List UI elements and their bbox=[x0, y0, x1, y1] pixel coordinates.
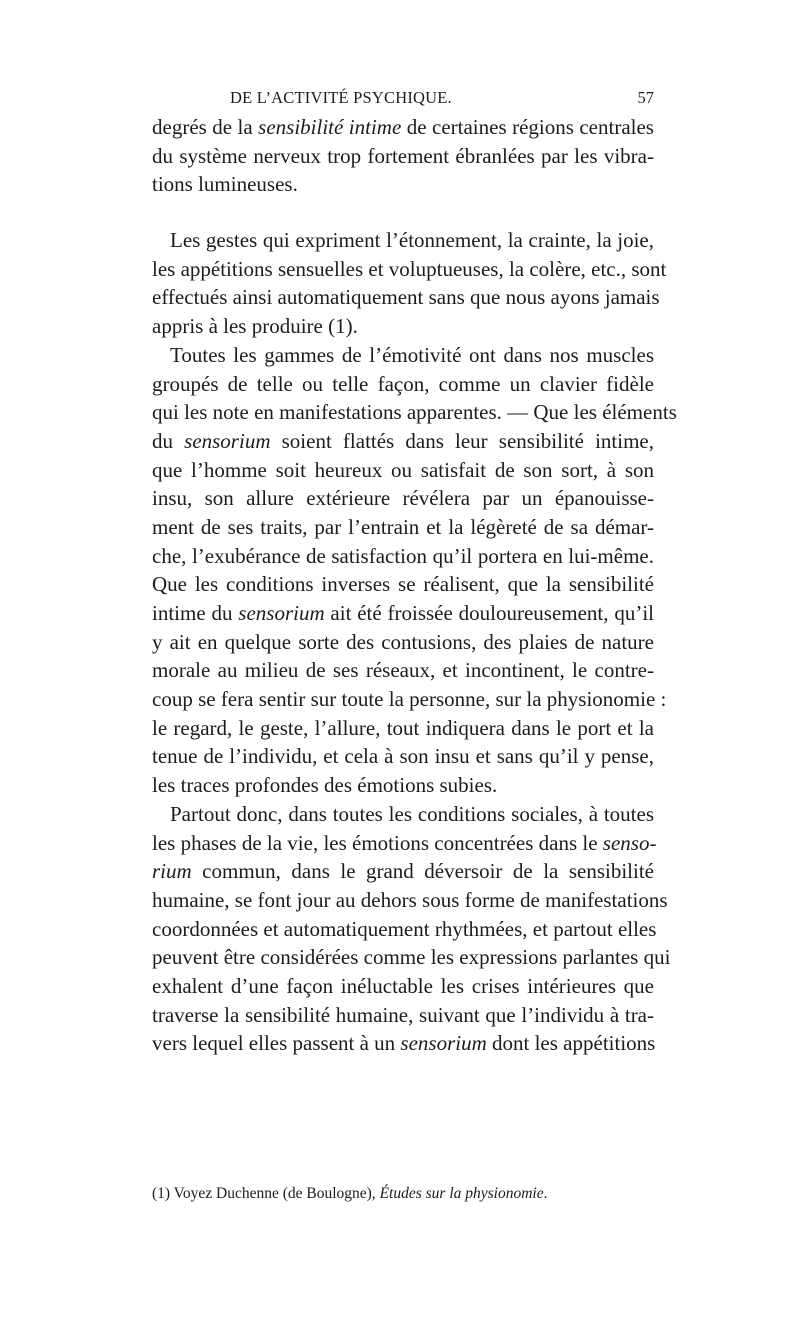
page-number: 57 bbox=[637, 88, 654, 107]
text-line: morale au milieu de ses réseaux, et incontinent, le contre- bbox=[152, 658, 654, 683]
text-line: du système nerveux trop fortement ébranlées par les vibra- bbox=[152, 143, 654, 168]
text-line: du sensorium soient flattés dans leur sensibilité intime, bbox=[152, 428, 654, 453]
text-line: groupés de telle ou telle façon, comme un clavier fidèle bbox=[152, 371, 654, 396]
text-line: appris à les produire (1). bbox=[152, 314, 358, 339]
text-line: tenue de l’individu, et cela à son insu et sans qu’il y pense, bbox=[152, 744, 654, 769]
text-line: degrés de la sensibilité intime de certaines régions centrales bbox=[152, 115, 654, 139]
text-line: intime du sensorium ait été froissée douloureusement, qu’il bbox=[152, 601, 654, 625]
text-line: vers lequel elles passent à un sensorium dont les appétitions bbox=[152, 1031, 656, 1056]
running-head bbox=[152, 88, 654, 110]
text-line: rium commun, dans le grand déversoir de la sensibilité bbox=[152, 859, 654, 884]
text-line: les appétitions sensuelles et voluptueuses, la colère, etc., sont bbox=[152, 256, 667, 281]
text-line: y ait en quelque sorte des contusions, des plaies de nature bbox=[152, 629, 654, 654]
text-line: coup se fera sentir sur toute la personne, sur la physionomie : bbox=[152, 687, 667, 712]
paragraph-first-line: Partout donc, dans toutes les conditions sociales, à toutes bbox=[170, 801, 654, 826]
text-line: Que les conditions inverses se réalisent, que la sensibilité bbox=[152, 572, 654, 597]
text-line: traverse la sensibilité humaine, suivant que l’individu à tra- bbox=[152, 1002, 654, 1027]
running-title: DE L’ACTIVITÉ PSYCHIQUE. bbox=[230, 88, 452, 107]
body-text bbox=[152, 113, 677, 1058]
paragraph-first-line: Les gestes qui expriment l’étonnement, la crainte, la joie, bbox=[170, 228, 654, 253]
text-line: insu, son allure extérieure révélera par un épanouisse- bbox=[152, 486, 654, 511]
text-line: coordonnées et automatiquement rhythmées, et partout elles bbox=[152, 916, 657, 941]
text-line: que l’homme soit heureux ou satisfait de son sort, à son bbox=[152, 457, 654, 482]
text-line: le regard, le geste, l’allure, tout indiquera dans le port et la bbox=[152, 715, 654, 740]
text-line: tions lumineuses. bbox=[152, 172, 298, 197]
text-line: che, l’exubérance de satisfaction qu’il portera en lui-même. bbox=[152, 543, 654, 568]
text-line: humaine, se font jour au dehors sous forme de manifestations bbox=[152, 887, 668, 912]
text-line: effectués ainsi automatiquement sans que nous ayons jamais bbox=[152, 285, 660, 310]
footnote: (1) Voyez Duchenne (de Boulogne), Études sur la physionomie. bbox=[152, 1185, 548, 1202]
paragraph-first-line: Toutes les gammes de l’émotivité ont dans nos muscles bbox=[170, 342, 654, 367]
text-line: exhalent d’une façon inéluctable les crises intérieures que bbox=[152, 973, 654, 998]
text-line: les phases de la vie, les émotions concentrées dans le senso- bbox=[152, 830, 657, 855]
text-line: qui les note en manifestations apparentes. — Que les éléments bbox=[152, 400, 677, 425]
text-line: les traces profondes des émotions subies. bbox=[152, 773, 498, 798]
text-line: peuvent être considérées comme les expressions parlantes qui bbox=[152, 945, 671, 970]
text-line: ment de ses traits, par l’entrain et la légèreté de sa démar- bbox=[152, 514, 654, 539]
